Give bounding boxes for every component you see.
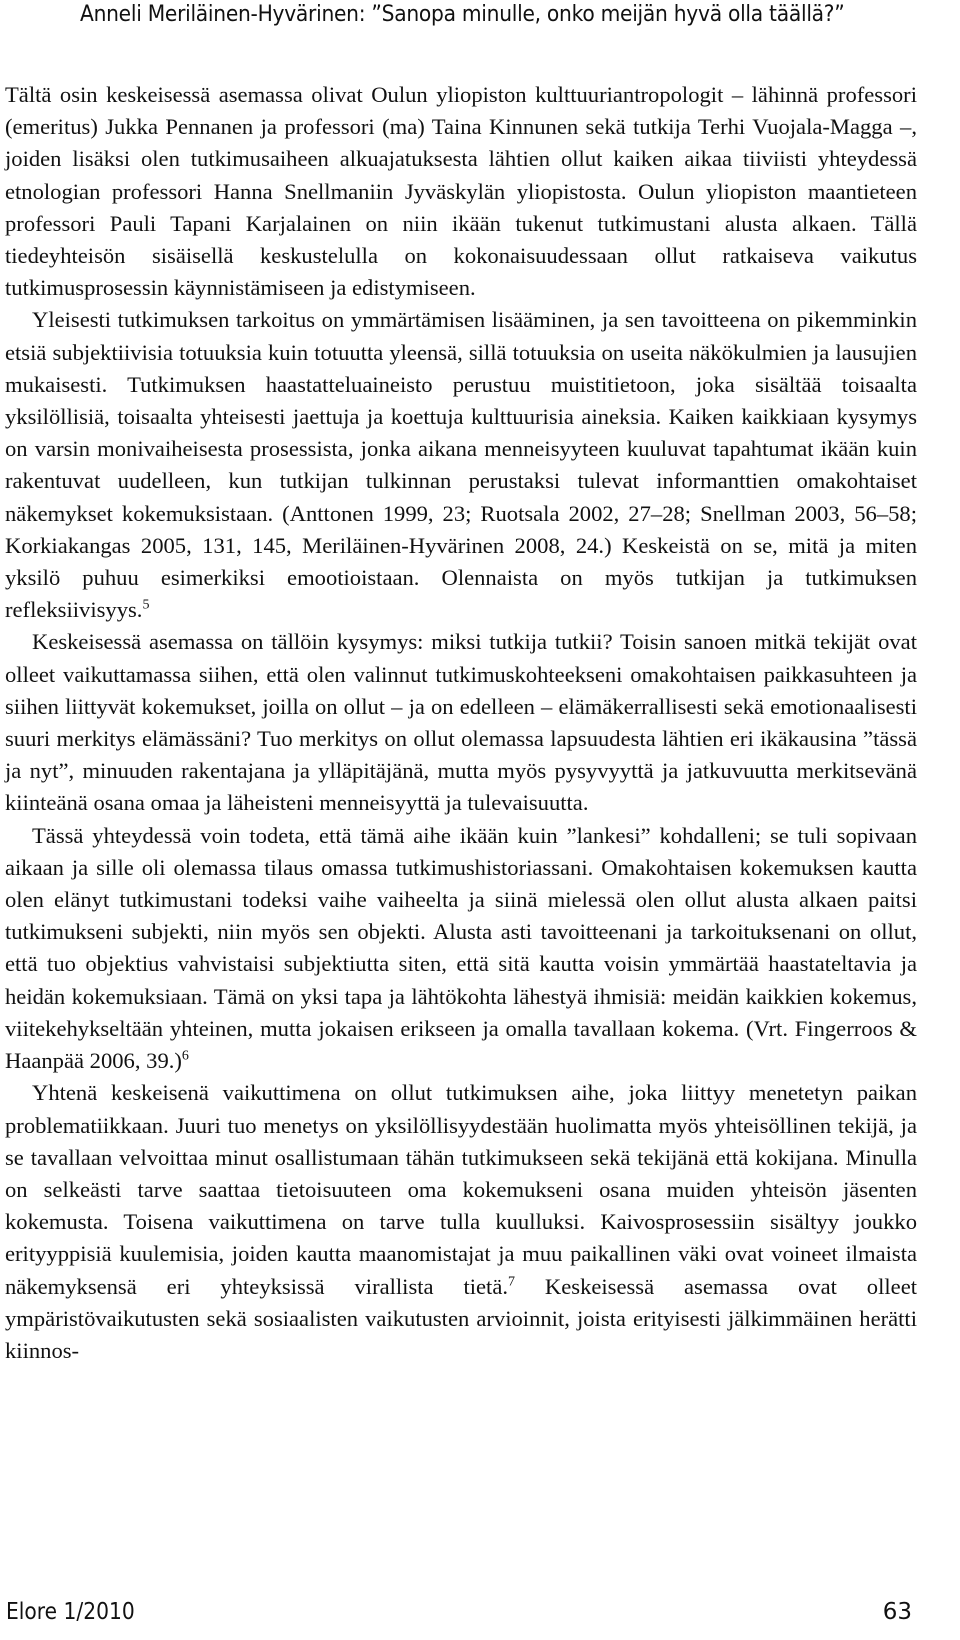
paragraph-4: Tässä yhteydessä voin todeta, että tämä aihe ikään kuin ”lankesi” kohdalleni; se tuli sopivaan aikaan ja sille oli olemassa tilaus omassa tutkimushistoriassani. Omakohtaisen kokemuksen kautta olen elänyt tutkimustani todeksi vaihe vaiheelta ja siinä mielessä olen ollut alusta alkaen paitsi tutkimukseni subjekti, niin myös sen objekti. Alusta asti tavoitteenani ja tarkoituksenani on ollut, että tuo objektius vahvistaisi subjektiutta siten, että sitä kautta voisin ymmärtää haastateltavia ja heidän kokemuksiaan. Tämä on yksi tapa ja lähtökohta lähestyä ihmisiä: meidän kaikkien kokemus, viitekehykseltään yhteinen, mutta jokaisen erikseen ja omalla tavallaan kokema. (Vrt. Fingerroos & Haanpää 2006, 39.)$^6$ [5,822,917,1074]
footnote-ref-7[interactable]: 7 [508,1273,516,1289]
paragraph-2: Yleisesti tutkimuksen tarkoitus on ymmärtämisen lisääminen, ja sen tavoitteena on pikemminkin etsiä subjektiivisia totuuksia kuin totuutta yleensä, sillä totuuksia on useita näkökulmien ja lausujien mukaisesti. Tutkimuksen haastatteluaineisto perustuu muistitietoon, joka sisältää toisaalta yksilöllisiä, toisaalta yhteisesti jaettuja ja koettuja kulttuurisia aineksia. Kaiken kaikkiaan kysymys on varsin monivaiheisesta prosessista, jonka aikana menneisyyteen kuuluvat tapahtumat ikään kuin rakentuvat uudelleen, kun tutkijan tulkinnan perustaksi tulevat informanttien omakohtaiset näkemykset kokemuksistaan. (Anttonen 1999, 23; Ruotsala 2002, 27–28; Snellman 2003, 56–58; Korkiakangas 2005, 131, 145, Meriläinen-Hyvärinen 2008, 24.) Keskeistä on se, mitä ja miten yksilö puhuu esimerkiksi emootioistaan. Olennaista on myös tutkijan ja tutkimuksen refleksiivisyys.$^5$ [5,307,917,623]
paragraph-5: Yhtenä keskeisenä vaikuttimena on ollut tutkimuksen aihe, joka liittyy menetetyn paikan problematiikkaan. Juuri tuo menetys on yksilöllisyydestään huolimatta myös yhteisöllinen tekijä, ja se tavallaan velvoittaa minut osallistumaan tähän tutkimukseen sekä tekijänä että kokijana. Minulla on selkeästi tarve saattaa tietoisuuteen oma kokemukseni osana muiden yhteisön jäsenten kokemusta. Toisena vaikuttimena on tarve tulla kuulluksi. Kaivosprosessiin sisältyy joukko erityyppisiä kuulemisia, joiden kautta maanomistajat ja muu paikallinen väki ovat voineet ilmaista näkemyksensä eri yhteyksissä virallista tietä.$^7$ Keskeisessä asemassa ovat olleet ympäristövaikutusten sekä sosiaalisten vaikutusten arvioinnit, joista erityisesti jälkimmäinen herätti kiinnos- [5,1080,917,1363]
paragraph-1: Tältä osin keskeisessä asemassa olivat Oulun yliopiston kulttuuriantropologit – lähinnä professori (emeritus) Jukka Pennanen ja professori (ma) Taina Kinnunen sekä tutkija Terhi Vuojala-Magga –, joiden lisäksi olen tutkimusaiheen alkuajatuksesta lähtien ollut kaiken aikaa tiiviisti yhteydessä etnologian professori Hanna Snellmaniin Jyväskylän yliopistosta. Oulun yliopiston maantieteen professori Pauli Tapani Karjalainen on niin ikään tukenut tutkimustani alusta alkaen. Tällä tiedeyhteisön sisäisellä keskustelulla on kokonaisuudessaan ollut ratkaiseva vaikutus tutkimusprosessin käynnistämiseen ja edistymiseen. [5,82,917,301]
footer-journal: Elore 1/2010 [6,1599,135,1625]
page-number: 63 [882,1599,912,1625]
running-title: Anneli Meriläinen-Hyvärinen: ”Sanopa minulle, onko meijän hyvä olla täällä?” [80,2,845,27]
footnote-ref-5[interactable]: 5 [142,597,150,613]
footnote-ref-6[interactable]: 6 [181,1048,189,1064]
paragraph-3: Keskeisessä asemassa on tällöin kysymys: miksi tutkija tutkii? Toisin sanoen mitkä tekijät ovat olleet vaikuttamassa siihen, että olen valinnut tutkimuskohteekseni omakohtaisen paikkasuhteen ja siihen liittyvät kokemukset, joilla on ollut – ja on edelleen – elämäkerrallisesti sekä emotionaalisesti suuri merkitys elämässäni? Tuo merkitys on ollut olemassa lapsuudesta lähtien eri ikäkausina ”tässä ja nyt”, minuuden rakentajana ja ylläpitäjänä, mutta myös pysyvyyttä ja jatkuvuutta merkitsevänä kiinteänä osana omaa ja läheisteni menneisyyttä ja tulevaisuutta. [5,629,917,816]
article-body [5,79,917,1367]
running-header [80,0,871,30]
